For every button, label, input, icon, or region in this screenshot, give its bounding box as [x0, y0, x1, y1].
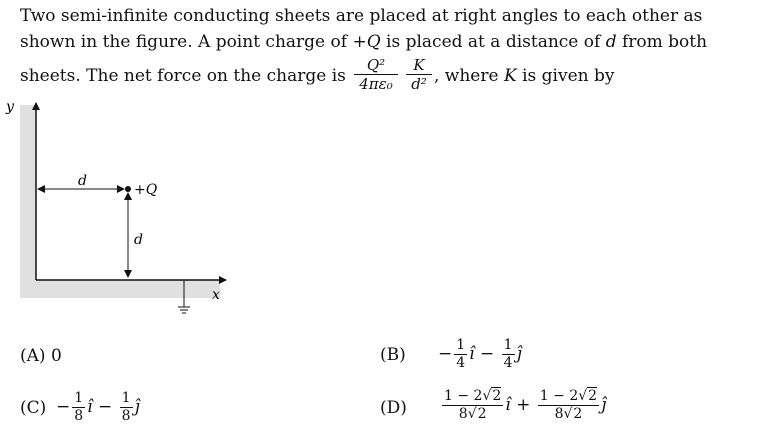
option-b-unit-i: î [469, 344, 475, 364]
option-d-f2-num: 1 − 2 [539, 388, 579, 404]
q2-charge-symbol: Q [366, 32, 381, 52]
option-d-operator: + [516, 395, 531, 415]
option-d-f1-den: 8 [458, 406, 468, 422]
q3-k-symbol: K [503, 66, 517, 86]
option-c-label: (C) [20, 398, 47, 418]
q3-part-b: , where [434, 66, 504, 86]
option-b-f1-den: 4 [456, 355, 466, 371]
option-d-unit-j: ĵ [601, 395, 607, 415]
option-b-f2-num: 1 [503, 337, 513, 353]
question-line-1: Two semi-infinite conducting sheets are placed at right angles to each other as [20, 6, 703, 26]
question-line-2 [20, 32, 707, 52]
option-d-f1-num-root: 2 [492, 388, 502, 404]
option-b-f1-num: 1 [456, 337, 466, 353]
option-a-value: 0 [50, 346, 62, 366]
vertical-d-label: d [134, 232, 143, 248]
option-d-f2-num-root: 2 [588, 388, 598, 404]
option-c-expression [56, 390, 140, 425]
frac2-denominator: d² [411, 75, 427, 93]
option-c-unit-i: î [87, 397, 93, 417]
option-c-f2-num: 1 [121, 390, 131, 406]
fraction-q2-over-4pieps0 [354, 56, 398, 93]
option-b[interactable] [380, 345, 406, 365]
q2-part-c: from both [616, 32, 708, 52]
option-b-f2-den: 4 [503, 355, 513, 371]
horizontal-d-label: d [78, 173, 87, 189]
frac1-numerator: Q² [366, 56, 386, 74]
option-c-f2-den: 8 [121, 408, 131, 424]
option-d-unit-i: î [505, 395, 511, 415]
q2-part-a: shown in the figure. A point charge of + [20, 32, 367, 52]
option-b-unit-j: ĵ [516, 344, 522, 364]
question-line-3-end [434, 66, 614, 86]
vertical-sheet [20, 105, 36, 298]
question-line-3-start: sheets. The net force on the charge is [20, 66, 346, 86]
horizontal-arrow-tail [37, 185, 45, 193]
option-d-f1-den-root: 2 [477, 406, 487, 422]
option-b-operator: − [480, 344, 495, 364]
option-d[interactable] [380, 398, 407, 418]
option-d-label: (D) [380, 398, 407, 418]
y-axis-label: y [6, 99, 14, 115]
option-b-label: (B) [380, 345, 406, 365]
option-a-label: (A) [20, 346, 46, 366]
option-c-sign: − [56, 397, 71, 417]
option-b-sign: − [438, 344, 453, 364]
frac2-numerator: K [413, 56, 425, 74]
q3-part-c: is given by [516, 66, 615, 86]
frac1-denominator: 4πε₀ [359, 75, 393, 93]
conducting-sheets-figure [0, 95, 260, 320]
option-c-f1-den: 8 [74, 408, 84, 424]
option-c-unit-j: ĵ [134, 397, 140, 417]
horizontal-sheet [20, 280, 220, 298]
point-charge [125, 186, 131, 192]
vertical-arrow-tail [124, 192, 132, 200]
option-c-operator: − [98, 397, 113, 417]
option-b-expression [438, 337, 522, 372]
charge-label: +Q [134, 182, 158, 198]
option-c-f1-num: 1 [74, 390, 84, 406]
q2-part-b: is placed at a distance of [380, 32, 606, 52]
q2-distance-symbol: d [605, 32, 617, 52]
x-axis-label: x [212, 287, 220, 303]
option-d-f2-den-root: 2 [573, 406, 583, 422]
option-d-f2-den: 8 [554, 406, 564, 422]
option-d-expression: $\frac{1 - 2√2}{8√2}$ î + $\frac{1 - 2√2}{8√2}$ ĵ [444, 388, 607, 422]
fraction-k-over-d2 [406, 56, 432, 93]
option-a[interactable] [20, 346, 62, 366]
option-d-f1-num: 1 − 2 [444, 388, 483, 404]
option-c[interactable] [20, 398, 46, 418]
